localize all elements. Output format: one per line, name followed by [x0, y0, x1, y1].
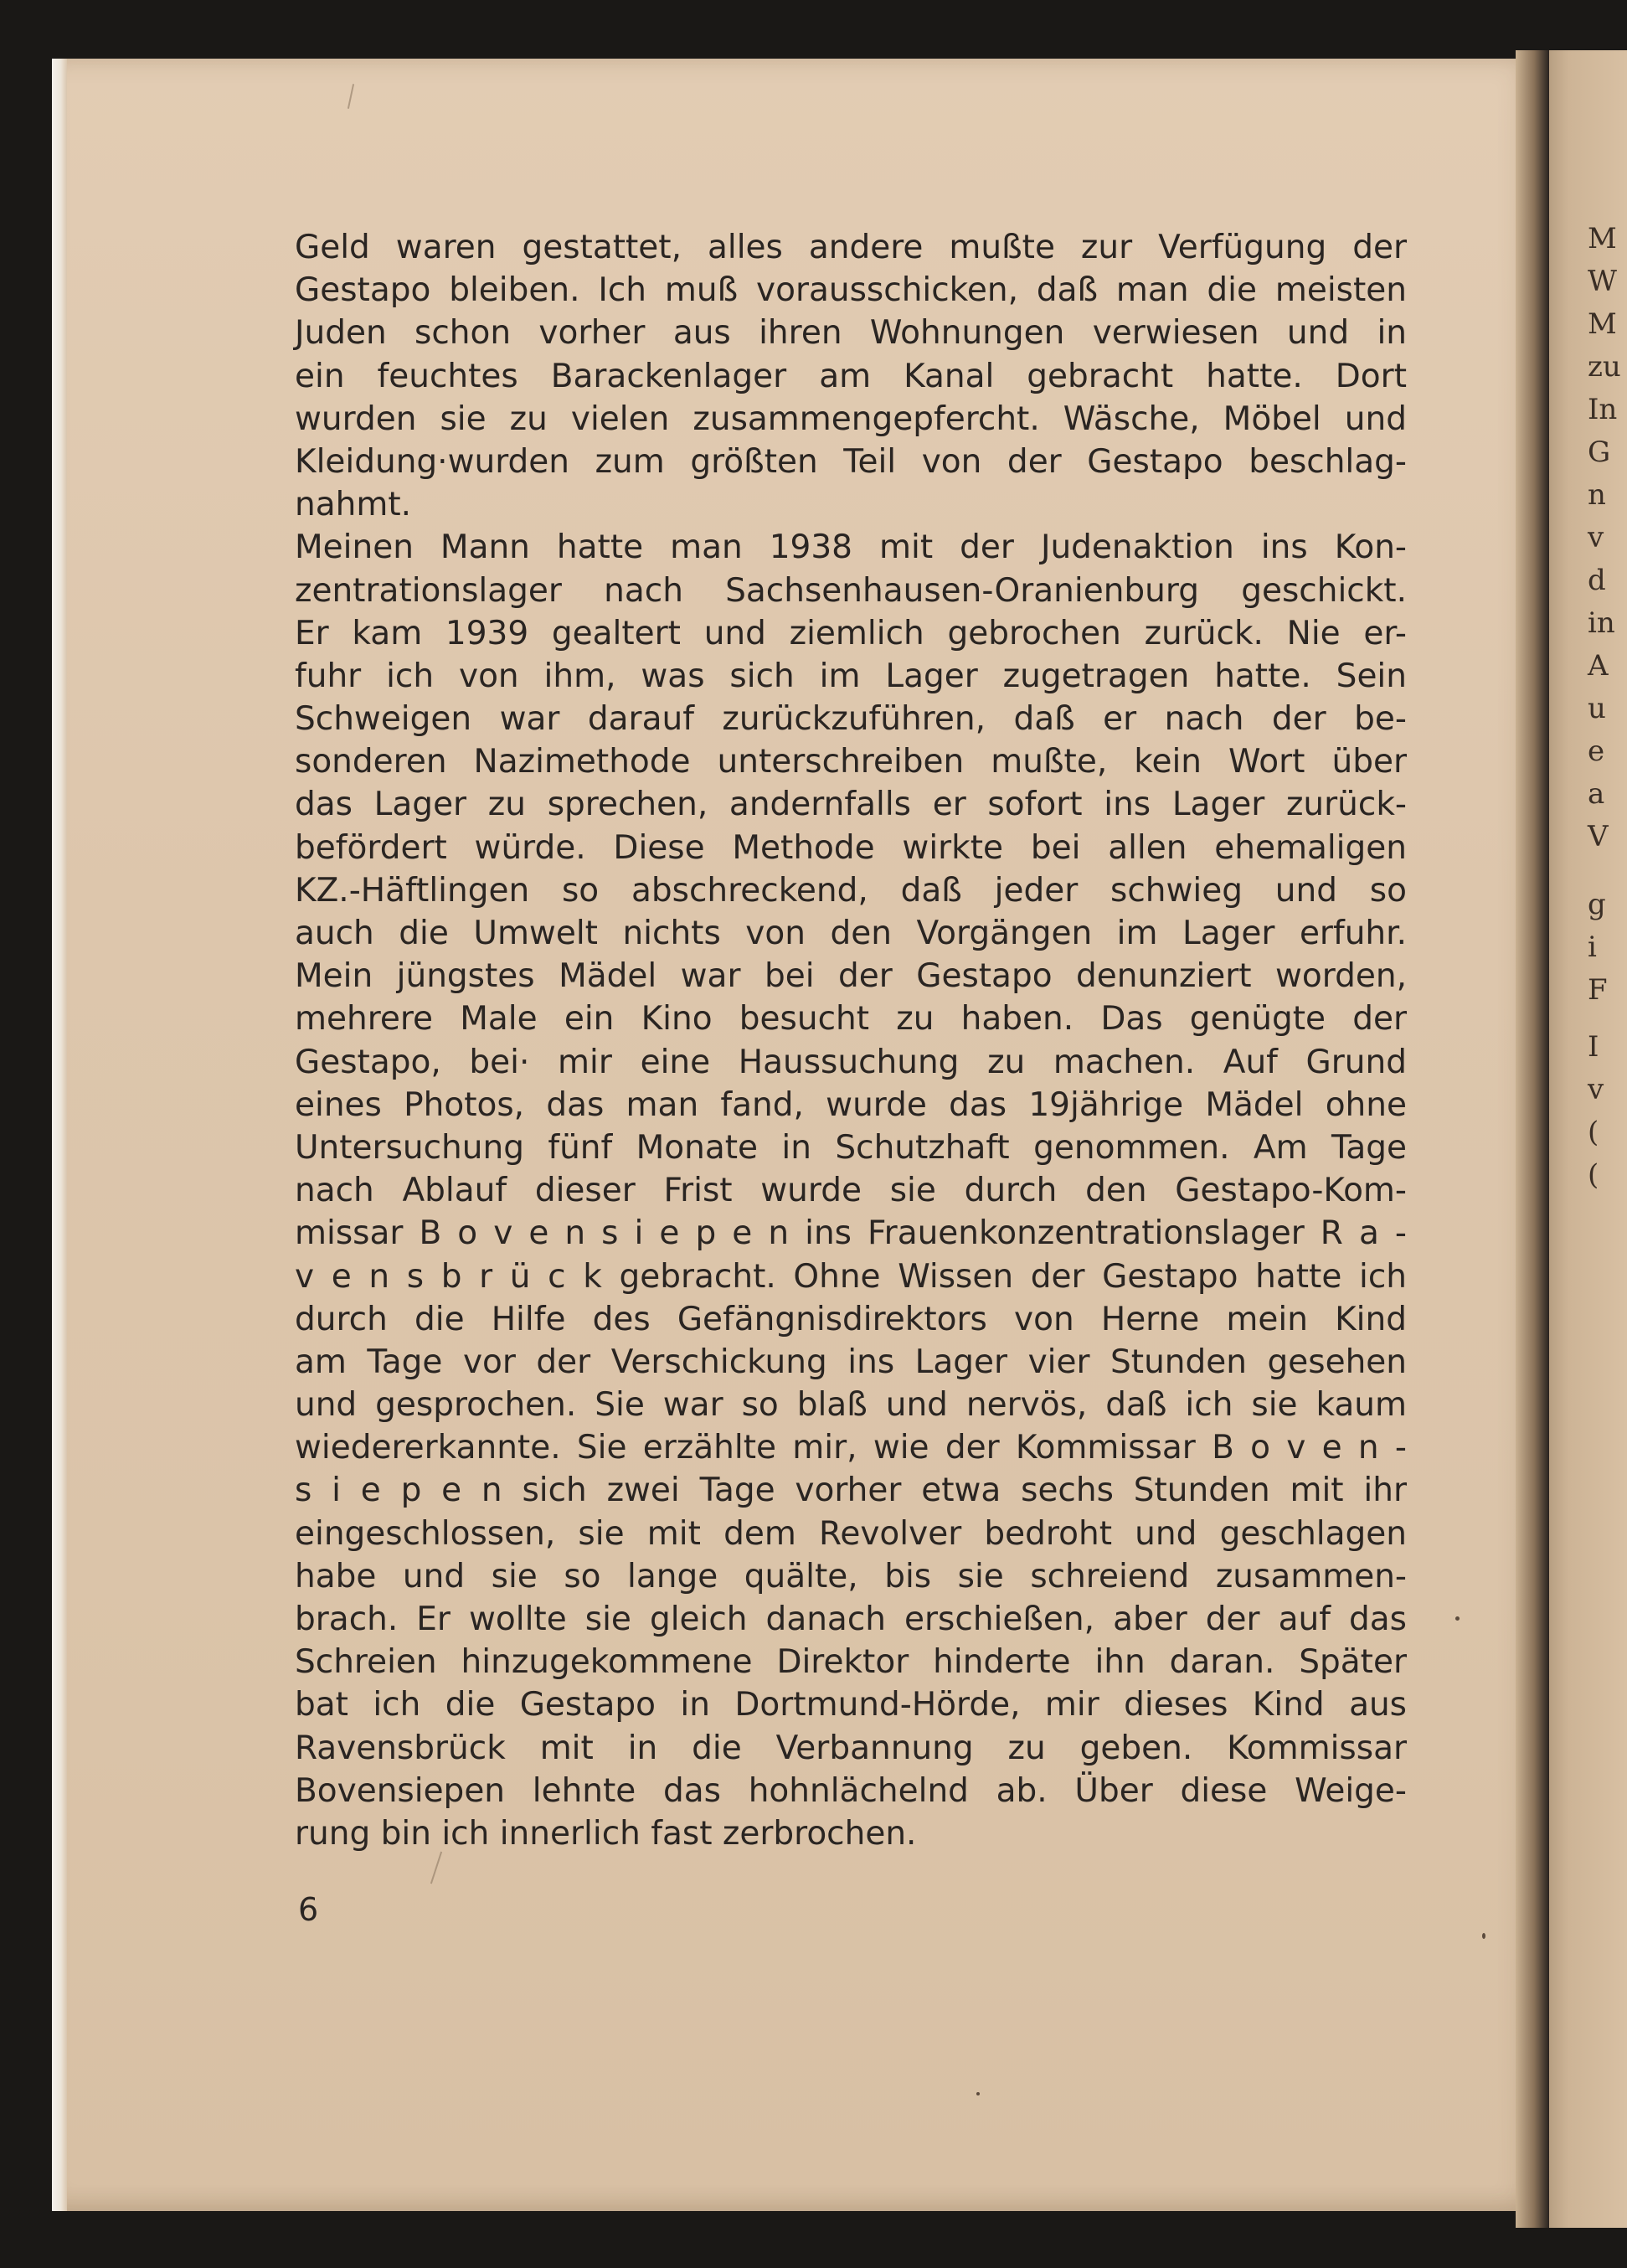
facing-page-fragment: ( — [1588, 1116, 1599, 1149]
facing-page-fragment: M — [1588, 307, 1617, 341]
text-line: wiedererkannte. Sie erzählte mir, wie der Kommissar B o v e n - — [295, 1429, 1407, 1467]
text-line: durch die Hilfe des Gefängnisdirektors von Herne mein Kind — [295, 1300, 1407, 1338]
text-line: und gesprochen. Sie war so blaß und nervös, daß ich sie kaum — [295, 1386, 1407, 1425]
page-edge — [52, 59, 67, 2211]
facing-page-fragment: W — [1588, 265, 1617, 298]
text-line: v e n s b r ü c k gebracht. Ohne Wissen der Gestapo hatte ich — [295, 1257, 1407, 1296]
facing-page-fragment: In — [1588, 393, 1618, 426]
facing-page-fragment: F — [1588, 973, 1608, 1007]
paper-speck — [976, 2092, 980, 2095]
text-line: Schreien hinzugekommene Direktor hinderte ihn daran. Später — [295, 1643, 1407, 1682]
facing-page-fragment: u — [1588, 692, 1606, 725]
text-line: s i e p e n sich zwei Tage vorher etwa sechs Stunden mit ihr — [295, 1472, 1407, 1510]
facing-page-fragment: I — [1588, 1030, 1599, 1064]
text-line: brach. Er wollte sie gleich danach erschießen, aber der auf das — [295, 1600, 1407, 1638]
facing-page-fragment: i — [1588, 930, 1597, 964]
facing-page-fragment: d — [1588, 564, 1606, 597]
body-text — [295, 226, 1407, 1855]
facing-page-fragment: G — [1588, 436, 1611, 469]
facing-page-fragment: g — [1588, 888, 1606, 921]
text-line: Kleidung·wurden zum größten Teil von der Gestapo beschlag- — [295, 442, 1407, 481]
text-line: fuhr ich von ihm, was sich im Lager zugetragen hatte. Sein — [295, 657, 1407, 695]
text-line: Gestapo bleiben. Ich muß vorausschicken, daß man die meisten — [295, 271, 1407, 310]
text-line: nahmt. — [295, 486, 412, 524]
facing-page-fragment: e — [1588, 735, 1605, 768]
text-line: Geld waren gestattet, alles andere mußte zur Verfügung der — [295, 229, 1407, 266]
paper-speck — [1455, 1616, 1460, 1621]
text-line: wurden sie zu vielen zusammengepfercht. Wäsche, Möbel und — [295, 399, 1407, 438]
text-line: Mein jüngstes Mädel war bei der Gestapo denunziert worden, — [295, 957, 1407, 996]
facing-page-fragment: v — [1588, 1073, 1604, 1106]
text-line: Juden schon vorher aus ihren Wohnungen verwiesen und in — [295, 314, 1407, 353]
text-line: sonderen Nazimethode unterschreiben mußte, kein Wort über — [295, 743, 1407, 781]
facing-page-fragment: zu — [1588, 350, 1621, 384]
text-line: eines Photos, das man fand, wurde das 19jährige Mädel ohne — [295, 1085, 1407, 1124]
text-line: Bovensiepen lehnte das hohnlächelnd ab. Über diese Weige- — [295, 1771, 1407, 1810]
book-gutter — [1516, 50, 1549, 2228]
text-line: Schweigen war darauf zurückzuführen, daß er nach der be- — [295, 700, 1407, 739]
facing-page-fragment: in — [1588, 606, 1615, 640]
facing-page-fragment: v — [1588, 521, 1604, 554]
text-line: nach Ablauf dieser Frist wurde sie durch den Gestapo-Kom- — [295, 1172, 1407, 1210]
text-line: Ravensbrück mit in die Verbannung zu geben. Kommissar — [295, 1729, 1407, 1767]
text-line: KZ.-Häftlingen so abschreckend, daß jeder schwieg und so — [295, 871, 1407, 910]
text-line: habe und sie so lange quälte, bis sie schreiend zusammen- — [295, 1557, 1407, 1595]
text-line: am Tage vor der Verschickung ins Lager vier Stunden gesehen — [295, 1343, 1407, 1381]
text-line: befördert würde. Diese Methode wirkte bei allen ehemaligen — [295, 828, 1407, 867]
facing-page — [1549, 50, 1627, 2228]
text-line: rung bin ich innerlich fast zerbrochen. — [295, 1814, 917, 1853]
text-line: zentrationslager nach Sachsenhausen-Oranienburg geschickt. — [295, 571, 1407, 610]
page-number: 6 — [298, 1891, 319, 1928]
text-line: bat ich die Gestapo in Dortmund-Hörde, mir dieses Kind aus — [295, 1686, 1407, 1724]
facing-page-fragment: V — [1588, 820, 1609, 853]
text-line: eingeschlossen, sie mit dem Revolver bedroht und geschlagen — [295, 1514, 1407, 1553]
facing-page-fragment: n — [1588, 478, 1606, 512]
text-line: missar B o v e n s i e p e n ins Frauenkonzentrationslager R a - — [295, 1214, 1407, 1253]
text-line: Untersuchung fünf Monate in Schutzhaft genommen. Am Tage — [295, 1128, 1407, 1167]
text-line: Meinen Mann hatte man 1938 mit der Judenaktion ins Kon- — [295, 528, 1407, 567]
text-line: Er kam 1939 gealtert und ziemlich gebrochen zurück. Nie er- — [295, 614, 1407, 652]
facing-page-fragment: ( — [1588, 1158, 1599, 1192]
facing-page-fragment: a — [1588, 777, 1605, 811]
facing-page-fragment: A — [1588, 649, 1609, 683]
text-line: auch die Umwelt nichts von den Vorgängen im Lager erfuhr. — [295, 915, 1407, 952]
text-line: mehrere Male ein Kino besucht zu haben. Das genügte der — [295, 1000, 1407, 1039]
paper-speck — [1482, 1933, 1485, 1939]
text-line: das Lager zu sprechen, andernfalls er sofort ins Lager zurück- — [295, 786, 1407, 824]
facing-page-fragment: M — [1588, 222, 1617, 255]
text-line: Gestapo, bei· mir eine Haussuchung zu machen. Auf Grund — [295, 1043, 1407, 1081]
text-line: ein feuchtes Barackenlager am Kanal gebracht hatte. Dort — [295, 357, 1407, 395]
